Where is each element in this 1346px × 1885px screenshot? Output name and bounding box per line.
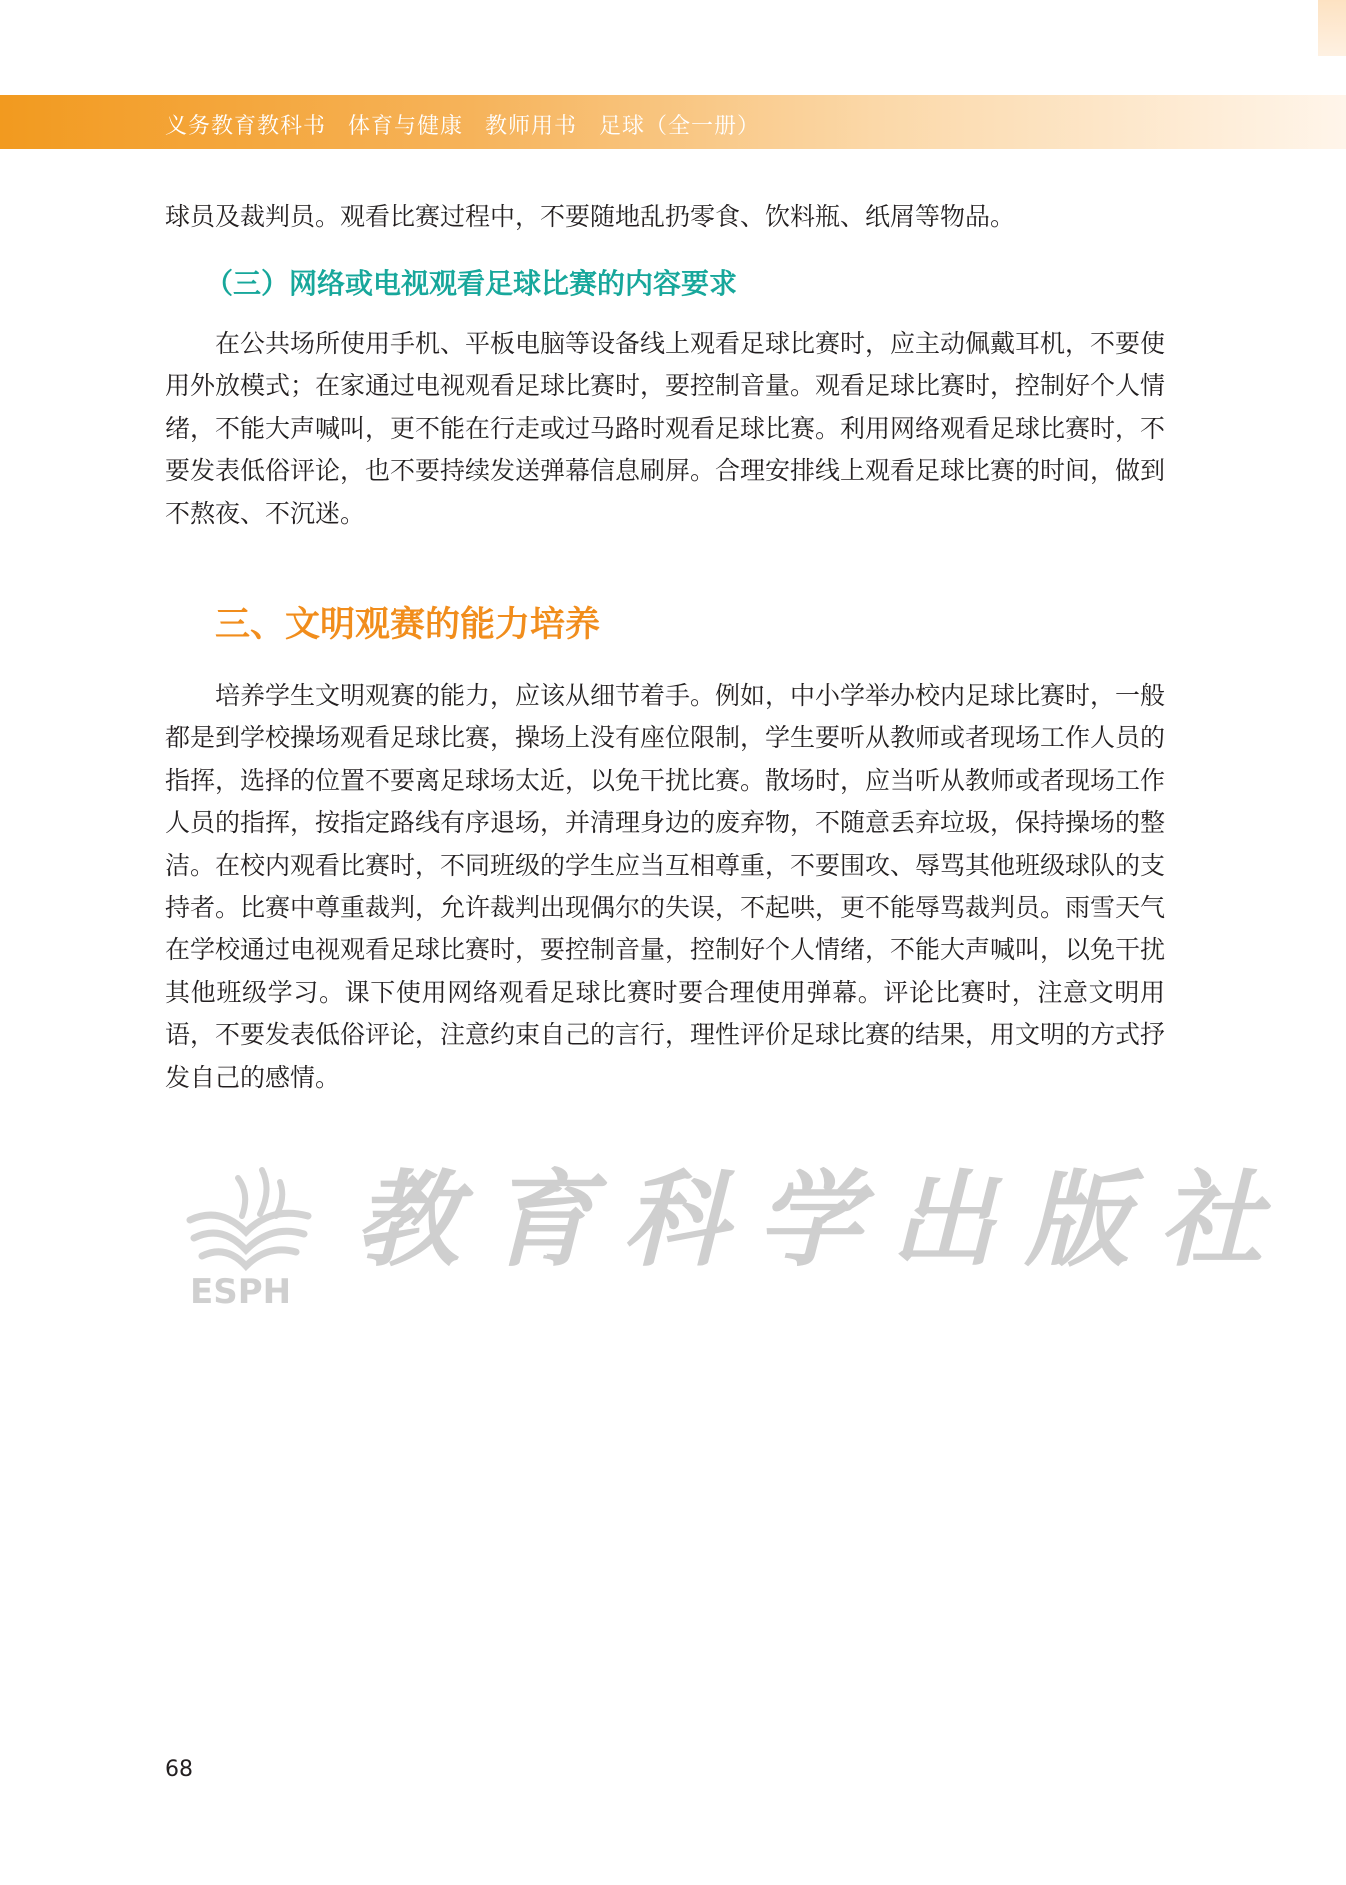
page-corner-tab [1318,0,1346,56]
esph-logo-icon [180,1158,320,1308]
page-number: 68 [165,1757,193,1782]
paragraph-online-viewing: 在公共场所使用手机、平板电脑等设备线上观看足球比赛时，应主动佩戴耳机，不要使用外放模式；在家通过电视观看足球比赛时，要控制音量。观看足球比赛时，控制好个人情绪，不能大声喊叫，更不能在行走或过马路时观看足球比赛。利用网络观看足球比赛时，不要发表低俗评论，也不要持续发送弹幕信息刷屏。合理安排线上观看足球比赛的时间，做到不熬夜、不沉迷。 [165,329,1166,528]
intro-line: 球员及裁判员。观看比赛过程中，不要随地乱扔零食、饮料瓶、纸屑等物品。 [165,202,1016,231]
esph-logo-text: ESPH [190,1272,292,1308]
publisher-watermark [180,1150,1294,1310]
header-series: 义务教育教科书 [165,114,327,139]
paragraph-ability-training: 培养学生文明观赛的能力，应该从细节着手。例如，中小学举办校内足球比赛时，一般都是到学校操场观看足球比赛，操场上没有座位限制，学生要听从教师或者现场工作人员的指挥，选择的位置不要离足球场太近，以免干扰比赛。散场时，应当听从教师或者现场工作人员的指挥，按指定路线有序退场，并清理身边的废弃物，不随意丢弃垃圾，保持操场的整洁。在校内观看比赛时，不同班级的学生应当互相尊重，不要围攻、辱骂其他班级球队的支持者。比赛中尊重裁判，允许裁判出现偶尔的失误，不起哄，更不能辱骂裁判员。雨雪天气在学校通过电视观看足球比赛时，要控制音量，控制好个人情绪，不能大声喊叫，以免干扰其他班级学习。课下使用网络观看足球比赛时要合理使用弹幕。评论比赛时，注意文明用语，不要发表低俗评论，注意约束自己的言行，理性评价足球比赛的结果，用文明的方式抒发自己的感情。 [165,681,1166,1092]
header-subject: 体育与健康 [348,114,464,139]
section-heading: 三、文明观赛的能力培养 [215,605,601,645]
watermark-publisher-name: 教育科学出版社 [355,1158,1294,1281]
running-header [165,109,782,140]
header-book-type: 教师用书 [485,114,578,139]
header-volume: 足球（全一册） [599,114,761,139]
section-subheading: （三）网络或电视观看足球比赛的内容要求 [205,267,738,300]
